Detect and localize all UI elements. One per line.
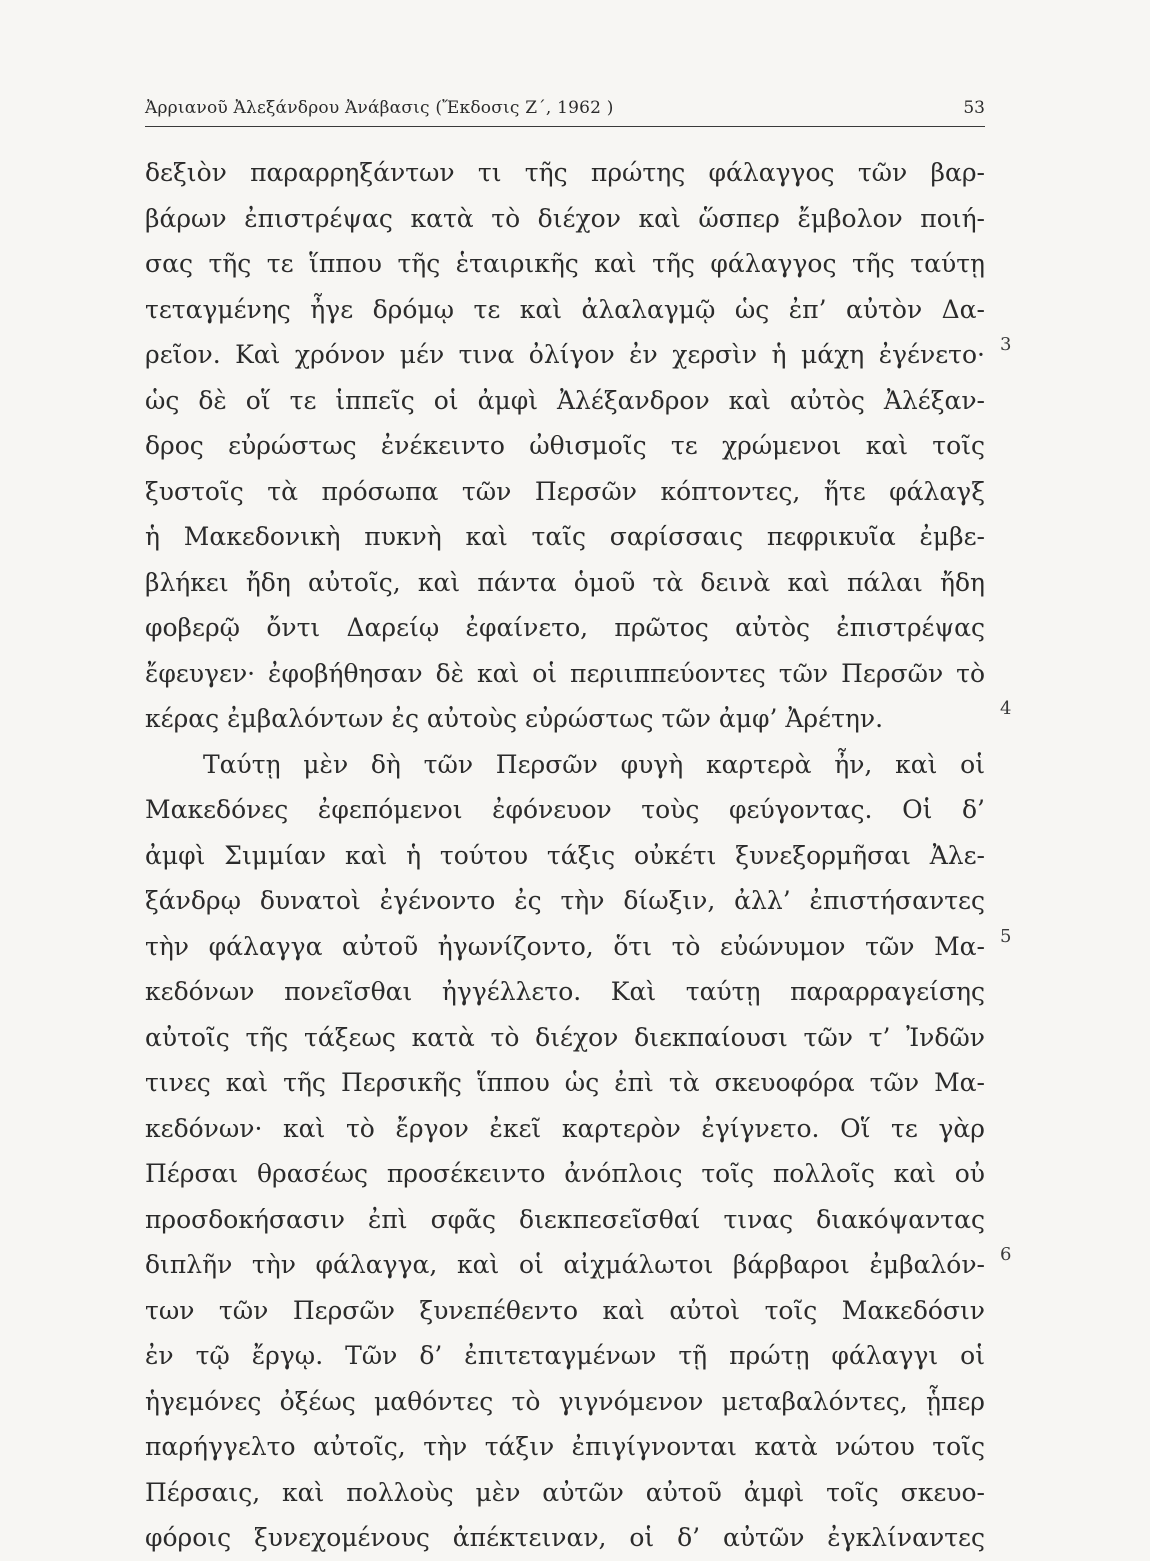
text-line: φόροις ξυνεχομένους ἀπέκτειναν, οἱ δ’ αὐτῶν ἐγκλίναντες <box>145 1523 985 1552</box>
text-line: ἡγεμόνες ὀξέως μαθόντες τὸ γιγνόμενον μεταβαλόντες, ᾗπερ <box>145 1386 985 1416</box>
text-line: ὡς δὲ οἵ τε ἱππεῖς οἱ ἀμφὶ Ἀλέξανδρον καὶ αὐτὸς Ἀλέξαν- <box>145 385 985 415</box>
text-line: ἐν τῷ ἔργῳ. Τῶν δ’ ἐπιτεταγμένων τῇ πρώτῃ φάλαγγι οἱ <box>145 1341 985 1370</box>
page-number: 53 <box>963 98 985 118</box>
section-number: 5 <box>1000 926 1012 947</box>
text-line: των τῶν Περσῶν ξυνεπέθεντο καὶ αὐτοὶ τοῖς Μακεδόσιν <box>145 1295 985 1325</box>
text-line: ἔφευγεν· ἐφοβήθησαν δὲ καὶ οἱ περιιππεύοντες τῶν Περσῶν τὸ <box>145 658 985 688</box>
text-line: ἀμφὶ Σιμμίαν καὶ ἡ τούτου τάξις οὐκέτι ξυνεξορμῆσαι Ἀλε- <box>145 840 985 870</box>
section-number: 6 <box>1000 1244 1012 1265</box>
text-line: Πέρσαις, καὶ πολλοὺς μὲν αὐτῶν αὐτοῦ ἀμφὶ τοῖς σκευο- <box>145 1477 985 1507</box>
text-line: διπλῆν τὴν φάλαγγα, καὶ οἱ αἰχμάλωτοι βάρβαροι ἐμβαλόν- <box>145 1250 985 1279</box>
section-number: 3 <box>1000 334 1012 355</box>
text-line: προσδοκήσασιν ἐπὶ σφᾶς διεκπεσεῖσθαί τινας διακόψαντας <box>145 1204 985 1234</box>
text-line: Πέρσαι θρασέως προσέκειντο ἀνόπλοις τοῖς πολλοῖς καὶ οὐ <box>145 1159 985 1188</box>
text-line: ἡ Μακεδονικὴ πυκνὴ καὶ ταῖς σαρίσσαις πεφρικυῖα ἐμβε- <box>145 522 985 551</box>
header-title: Ἀρριανοῦ Ἀλεξάνδρου Ἀνάβασις (Ἔκδοσις Ζ΄, 1962 ) <box>145 98 614 118</box>
text-line: δρος εὐρώστως ἐνέκειντο ὠθισμοῖς τε χρώμενοι καὶ τοῖς <box>145 431 985 460</box>
text-line: κέρας ἐμβαλόντων ἐς αὐτοὺς εὐρώστως τῶν ἀμφ’ Ἀρέτην. <box>145 704 884 733</box>
text-line: κεδόνων· καὶ τὸ ἔργον ἐκεῖ καρτερὸν ἐγίγνετο. Οἵ τε γὰρ <box>145 1113 985 1143</box>
text-line: κεδόνων πονεῖσθαι ἠγγέλλετο. Καὶ ταύτῃ παραρραγείσης <box>145 977 985 1006</box>
running-header <box>145 94 985 127</box>
body-text <box>145 150 985 1561</box>
section-number: 4 <box>1000 698 1012 719</box>
text-line: ξυστοῖς τὰ πρόσωπα τῶν Περσῶν κόπτοντες, ἥτε φάλαγξ <box>145 476 985 506</box>
text-line: παρήγγελτο αὐτοῖς, τὴν τάξιν ἐπιγίγνονται κατὰ νώτου τοῖς <box>145 1432 985 1461</box>
text-line: τεταγμένης ἦγε δρόμῳ τε καὶ ἀλαλαγμῷ ὡς ἐπ’ αὐτὸν Δα- <box>145 294 985 324</box>
text-line: δεξιὸν παραρρηξάντων τι τῆς πρώτης φάλαγγος τῶν βαρ- <box>145 158 985 187</box>
text-line: βλήκει ἤδη αὐτοῖς, καὶ πάντα ὁμοῦ τὰ δεινὰ καὶ πάλαι ἤδη <box>145 567 985 597</box>
text-line: ρεῖον. Καὶ χρόνον μέν τινα ὀλίγον ἐν χερσὶν ἡ μάχη ἐγένετο· <box>145 340 985 369</box>
text-line: βάρων ἐπιστρέψας κατὰ τὸ διέχον καὶ ὥσπερ ἔμβολον ποιή- <box>145 203 985 233</box>
text-line: αὐτοῖς τῆς τάξεως κατὰ τὸ διέχον διεκπαίουσι τῶν τ’ Ἰνδῶν <box>145 1022 985 1052</box>
text-line: Ταύτῃ μὲν δὴ τῶν Περσῶν φυγὴ καρτερὰ ἦν, καὶ οἱ <box>203 749 985 779</box>
text-line: τὴν φάλαγγα αὐτοῦ ἠγωνίζοντο, ὅτι τὸ εὐώνυμον τῶν Μα- <box>145 931 985 961</box>
text-line: σας τῆς τε ἵππου τῆς ἑταιρικῆς καὶ τῆς φάλαγγος τῆς ταύτῃ <box>145 249 985 278</box>
text-line: τινες καὶ τῆς Περσικῆς ἵππου ὡς ἐπὶ τὰ σκευοφόρα τῶν Μα- <box>145 1068 985 1097</box>
text-line: ξάνδρῳ δυνατοὶ ἐγένοντο ἐς τὴν δίωξιν, ἀλλ’ ἐπιστήσαντες <box>145 886 985 915</box>
text-line: Μακεδόνες ἐφεπόμενοι ἐφόνευον τοὺς φεύγοντας. Οἱ δ’ <box>145 795 985 824</box>
text-line: φοβερῷ ὄντι Δαρείῳ ἐφαίνετο, πρῶτος αὐτὸς ἐπιστρέψας <box>145 613 985 642</box>
